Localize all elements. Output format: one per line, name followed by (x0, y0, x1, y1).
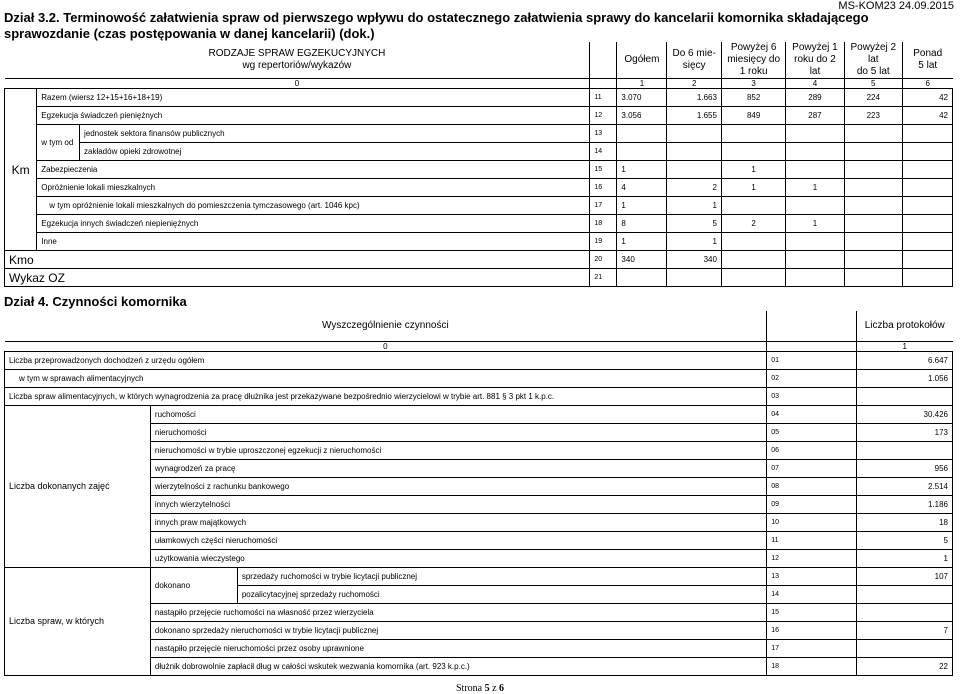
row-code: 12 (767, 549, 857, 567)
row-value (856, 585, 952, 603)
row-value: 5 (856, 531, 952, 549)
group-seizures: Liczba dokonanych zajęć (5, 405, 151, 567)
cell: 223 (844, 107, 902, 125)
row-label: Egzekucja innych świadczeń niepieniężnych (41, 219, 199, 228)
cell: 1 (667, 197, 722, 215)
row-label: nastąpiło przejęcie nieruchomości przez osoby uprawnione (150, 639, 766, 657)
colnum: 1 (856, 341, 952, 351)
cell: 1 (617, 233, 667, 251)
cell: 2 (721, 215, 785, 233)
bailiff-activities-table (4, 311, 953, 676)
cell: 1 (786, 215, 844, 233)
row-code: 13 (767, 567, 857, 585)
page-total: 6 (499, 683, 505, 694)
header-count: Liczba protokołów (856, 311, 952, 341)
cell: 42 (902, 107, 952, 125)
header-2y-to-5y: Powyżej 2 lat do 5 lat (844, 42, 902, 79)
section-3-title: Dział 3.2. Terminowość załatwienia spraw od pierwszego wpływu do ostatecznego załatwienia sprawy do kancelarii komornika składającego sprawozdanie (czas postępowania w danej kancelarii) (dok.) (4, 10, 869, 41)
cell: 5 (667, 215, 722, 233)
section-4-title: Dział 4. Czynności komornika (4, 294, 187, 309)
row-code: 02 (767, 369, 857, 387)
colnum: 2 (667, 79, 722, 89)
wykaz-oz-label: Wykaz OZ (9, 270, 65, 285)
row-value: 107 (856, 567, 952, 585)
row-code: 21 (590, 269, 617, 287)
row-label: nieruchomości (150, 423, 766, 441)
row-code: 09 (767, 495, 857, 513)
colnum: 4 (786, 79, 844, 89)
row-value: 956 (856, 459, 952, 477)
row-value: 18 (856, 513, 952, 531)
row-label: w tym opróżnienie lokali mieszkalnych do pomieszczenia tymczasowego (art. 1046 kpc) (49, 201, 360, 210)
header-total: Ogółem (617, 42, 667, 79)
row-value: 6.647 (856, 351, 952, 369)
header-case-types: RODZAJE SPRAW EGZEKUCYJNYCH wg repertoriów/wykazów (208, 48, 386, 71)
cell: 1 (667, 233, 722, 251)
cell: 1 (617, 197, 667, 215)
row-code: 01 (767, 351, 857, 369)
header-up-to-6-months: Do 6 mie- sięcy (667, 42, 722, 79)
dokonano-label: dokonano (150, 567, 237, 603)
cell: 1 (786, 179, 844, 197)
row-label: nieruchomości w trybie uproszczonej egzekucji z nieruchomości (150, 441, 766, 459)
row-code: 18 (767, 657, 857, 675)
row-label: pozalicytacyjnej sprzedaży ruchomości (237, 585, 766, 603)
cell: 1 (721, 179, 785, 197)
row-label: użytkowania wieczystego (150, 549, 766, 567)
row-label: jednostek sektora finansów publicznych (80, 125, 590, 143)
row-code: 04 (767, 405, 857, 423)
row-label: Razem (wiersz 12+15+16+18+19) (41, 93, 163, 102)
row-code: 08 (767, 477, 857, 495)
km-label: Km (5, 89, 37, 251)
cell: 1 (721, 161, 785, 179)
row-code: 18 (590, 215, 617, 233)
row-label: Opróżnienie lokali mieszkalnych (41, 183, 156, 192)
cell: 42 (902, 89, 952, 107)
header-6m-to-1y: Powyżej 6 miesięcy do 1 roku (721, 42, 785, 79)
colnum: 5 (844, 79, 902, 89)
row-label: Egzekucja świadczeń pieniężnych (41, 111, 163, 120)
group-cases: Liczba spraw, w których (5, 567, 151, 675)
colnum: 1 (617, 79, 667, 89)
cell: 1.655 (667, 107, 722, 125)
row-code: 14 (767, 585, 857, 603)
cell: 2 (667, 179, 722, 197)
cell: 289 (786, 89, 844, 107)
row-label: zakładów opieki zdrowotnej (80, 143, 590, 161)
cell: 8 (617, 215, 667, 233)
cell: 340 (617, 251, 667, 269)
row-label: wynagrodzeń za pracę (150, 459, 766, 477)
cell: 224 (844, 89, 902, 107)
page-footer (0, 683, 960, 694)
row-code: 16 (767, 621, 857, 639)
cell: 3.070 (617, 89, 667, 107)
row-label: nastąpiło przejęcie ruchomości na własność przez wierzyciela (150, 603, 766, 621)
row-code: 15 (767, 603, 857, 621)
row-label: dokonano sprzedaży nieruchomości w trybie licytacji publicznej (150, 621, 766, 639)
row-code: 17 (767, 639, 857, 657)
row-code: 03 (767, 387, 857, 405)
row-value: 30.426 (856, 405, 952, 423)
row-value: 22 (856, 657, 952, 675)
kmo-label: Kmo (9, 252, 34, 267)
row-code: 10 (767, 513, 857, 531)
row-code: 11 (767, 531, 857, 549)
row-value: 1.186 (856, 495, 952, 513)
row-label: sprzedaży ruchomości w trybie licytacji publicznej (237, 567, 766, 585)
header-description: Wyszczególnienie czynności (322, 319, 449, 331)
row-value (856, 603, 952, 621)
row-label: Zabezpieczenia (41, 165, 98, 174)
cell (667, 161, 722, 179)
row-value: 1 (856, 549, 952, 567)
header-over-5y: Ponad 5 lat (902, 42, 952, 79)
row-code: 06 (767, 441, 857, 459)
row-code: 17 (590, 197, 617, 215)
row-value: 7 (856, 621, 952, 639)
row-label: Liczba spraw alimentacyjnych, w których wynagrodzenia za pracę dłużnika jest przekazywane bezpośrednio wierzycielowi w trybie art. 881 § 3 pkt 1 k.p.c. (9, 391, 555, 401)
wtym-label: w tym od (37, 125, 80, 161)
row-code: 20 (590, 251, 617, 269)
row-code: 16 (590, 179, 617, 197)
row-label: Inne (41, 237, 57, 246)
row-code: 14 (590, 143, 617, 161)
colnum: 6 (902, 79, 952, 89)
cell: 340 (667, 251, 722, 269)
termination-table (4, 42, 953, 287)
cell: 287 (786, 107, 844, 125)
colnum: 3 (721, 79, 785, 89)
row-code: 15 (590, 161, 617, 179)
header-1y-to-2y: Powyżej 1 roku do 2 lat (786, 42, 844, 79)
cell: 1 (617, 161, 667, 179)
cell: 1.663 (667, 89, 722, 107)
row-code: 12 (590, 107, 617, 125)
page-of: z (492, 683, 497, 694)
row-value (856, 441, 952, 459)
row-value (856, 387, 952, 405)
page-number: 5 (484, 683, 490, 694)
row-value: 173 (856, 423, 952, 441)
row-label: dłużnik dobrowolnie zapłacił dług w całości wskutek wezwania komornika (art. 923 k.p.c.) (150, 657, 766, 675)
row-code: 07 (767, 459, 857, 477)
row-code: 11 (590, 89, 617, 107)
cell: 3.056 (617, 107, 667, 125)
row-label: w tym w sprawach alimentacyjnych (19, 373, 144, 383)
row-value: 2.514 (856, 477, 952, 495)
row-label: ułamkowych części nieruchomości (150, 531, 766, 549)
row-value (856, 639, 952, 657)
cell: 852 (721, 89, 785, 107)
row-label: wierzytelności z rachunku bankowego (150, 477, 766, 495)
row-label: innych praw majątkowych (150, 513, 766, 531)
cell: 849 (721, 107, 785, 125)
row-code: 19 (590, 233, 617, 251)
page-prefix: Strona (455, 683, 483, 694)
row-label: Liczba przeprowadzonych dochodzeń z urzędu ogółem (9, 355, 205, 365)
row-code: 05 (767, 423, 857, 441)
row-code: 13 (590, 125, 617, 143)
cell: 4 (617, 179, 667, 197)
row-value: 1.056 (856, 369, 952, 387)
colnum: 0 (383, 341, 388, 351)
row-label: ruchomości (150, 405, 766, 423)
document-code: MS-KOM23 24.09.2015 (838, 0, 954, 12)
row-label: innych wierzytelności (150, 495, 766, 513)
colnum: 0 (294, 79, 300, 88)
